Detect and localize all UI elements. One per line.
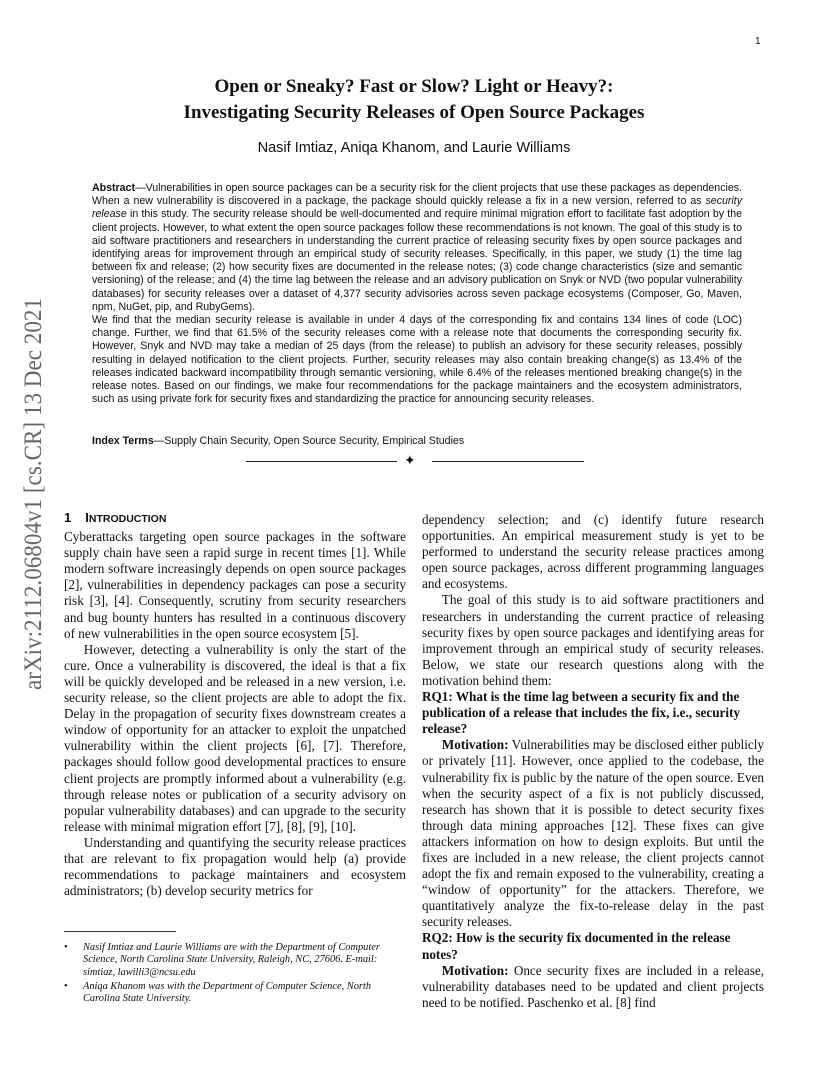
section-title-initial: I	[85, 510, 89, 525]
body-paragraph: dependency selection; and (c) identify future research opportunities. An empirical measurement study is yet to be performed to understand the security release practices among open source packages, across different programming languages and ecosystems.	[422, 512, 764, 592]
citation-link[interactable]: [7]	[323, 738, 339, 754]
citation-link[interactable]: [5]	[340, 625, 356, 641]
citation-link[interactable]: [4]	[114, 593, 130, 609]
paper-title	[0, 74, 828, 126]
research-question-1: RQ1: What is the time lag between a security fix and the publication of a release that includes the fix, i.e., security release?	[422, 689, 741, 737]
divider-ornament-icon: ✦	[404, 454, 416, 469]
citation-link[interactable]: [8]	[286, 818, 303, 834]
index-terms-text: —Supply Chain Security, Open Source Security, Empirical Studies	[153, 435, 465, 447]
section-divider	[246, 454, 584, 469]
title-line-1: Open or Sneaky? Fast or Slow? Light or Heavy?:	[214, 76, 614, 97]
intro-paragraph: Understanding and quantifying the security release practices that are relevant to fix propagation would help (a) provide recommendations to package maintainers and ecosystem administrators; (b) develop security metrics for	[64, 834, 406, 899]
footnote-item: • Nasif Imtiaz and Laurie Williams are with the Department of Computer Science, North Carolina State University, Raleigh, NC, 27606. E-mail: simtiaz, lawilli3@ncsu.edu	[64, 942, 406, 979]
motivation-paragraph: Motivation: Vulnerabilities may be disclosed either publicly or privately [11]. However, once applied to the codebase, the vulnerability fix is public by the nature of the open source. Even when the security aspect of a fix is not publicly discussed, research has shown that it is possible to detect security fixes through data mining approaches [12]. These fixes can give attackers information on how to design exploits. But until the fixes are included in a new release, the client projects cannot adopt the fix and remain exposed to the vulnerability, creating a “window of opportunity” for the attackers. Therefore, we quantitatively analyze the fix-to-release delay in the past security releases.	[422, 737, 765, 930]
page-number: 1	[755, 36, 761, 47]
citation-link[interactable]: [11]	[491, 753, 513, 769]
divider-line-left	[246, 461, 397, 462]
citation-link[interactable]: [7]	[264, 818, 281, 834]
motivation-label: Motivation:	[441, 737, 509, 753]
citation-link[interactable]: [1]	[351, 545, 367, 561]
section-heading	[64, 510, 406, 527]
motivation-paragraph: Motivation: Once security fixes are included in a release, vulnerability databases need to be updated and client projects need to be notified. Paschenko et al. [8] find	[422, 962, 764, 1010]
citation-link[interactable]: [12]	[611, 817, 634, 833]
section-title-rest: NTRODUCTION	[88, 513, 167, 525]
motivation-label: Motivation:	[441, 962, 509, 978]
divider-line-right	[432, 461, 584, 462]
abstract-findings: We find that the median security release is available in under 4 days of the corresponding fix and contains 134 lines of code (LOC) change. Further, we find that 61.5% of the security releases come with a release note that documents the corresponding security fix. However, Snyk and NVD may take a median of 25 days (from the release) to publish an advisory for these security releases, possibly resulting in delayed notification to the client projects. Further, security releases may also contain breaking change(s) as 13.4% of the releases indicated backward incompatibility through semantic versioning, while 6.4% of the releases mentioned breaking change(s) in the release notes. Based on our findings, we make four recommendations for the package maintainers and the ecosystem administrators, such as using private fork for security fixes and standardizing the practice for announcing security releases.	[92, 314, 742, 406]
abstract-text: in this study. The security release should be well-documented and require minimal migration effort to facilitate fast adoption by the client projects. However, to what extent the open source packages follow these recommendations is not known. The goal of this study is to aid software practitioners and researchers in understanding the current practice of releasing security fixes by open source packages and identifying areas for improvement through an empirical study of security releases. Specifically, in this paper, we study (1) the time lag between fix and release; (2) how security fixes are documented in the release notes; (3) code change characteristics (size and semantic versioning) of the release; and (4) the time lag between the release and an advisory publication on Snyk or NVD (two popular vulnerability databases) for security releases over a dataset of 4,377 security advisories across seven package ecosystems (Composer, Go, Maven, npm, NuGet, pip, and RubyGems).	[92, 208, 742, 313]
left-column	[64, 510, 406, 899]
right-column	[422, 512, 764, 1011]
intro-paragraph: Cyberattacks targeting open source packages in the software supply chain have seen a rapid surge in recent times [1]. While modern software increasingly depends on open source packages [2], vulnerabilities in dependency packages can pose a security risk [3], [4]. Consequently, scrutiny from security researchers and bug bounty hunters has resulted in a continuous discovery of new vulnerabilities in the open source ecosystem [5].	[64, 529, 407, 641]
abstract-label: Abstract	[92, 182, 135, 194]
abstract	[92, 182, 742, 406]
abstract-text: —Vulnerabilities in open source packages can be a security risk for the client projects that use these packages as dependencies. When a new vulnerability is discovered in a package, the package should quickly release a fix in a new version, referred to as	[92, 182, 742, 208]
arxiv-identifier	[11, 265, 55, 690]
arxiv-identifier-text: arXiv:2112.06804v1 [cs.CR] 13 Dec 2021	[20, 265, 47, 690]
citation-link[interactable]: [6]	[296, 738, 312, 754]
footnote-item: • Aniqa Khanom was with the Department of Computer Science, North Carolina State University.	[64, 981, 406, 1006]
citation-link[interactable]: [2]	[64, 577, 80, 593]
section-number: 1	[64, 510, 72, 525]
title-line-2: Investigating Security Releases of Open Source Packages	[183, 102, 645, 123]
body-paragraph: The goal of this study is to aid software practitioners and researchers in understanding the current practice of releasing security fixes by open source packages and identifying areas for improvement through an empirical study of security releases. Below, we state our research questions along with the motivation behind them:	[422, 592, 764, 688]
research-question-2: RQ2: How is the security fix documented in the release notes?	[422, 930, 731, 962]
citation-link[interactable]: [8]	[615, 994, 632, 1010]
index-terms	[92, 435, 464, 447]
index-terms-label: Index Terms	[92, 435, 154, 447]
citation-link[interactable]: [3]	[89, 593, 105, 609]
footnotes	[64, 942, 406, 1007]
arxiv-identifier-svg	[11, 265, 55, 690]
footnote-rule	[64, 931, 176, 932]
intro-paragraph: However, detecting a vulnerability is only the start of the cure. Once a vulnerability is discovered, the ideal is that a fix will be quickly developed and be released in a new version, i.e. security release, so the client projects are able to adopt the fix. Delay in the propagation of security fixes downstream creates a window of opportunity for an attacker to exploit the unpatched vulnerability within the client projects [6], [7]. Therefore, packages should follow good developmental practices to ensure client projects are promptly informed about a vulnerability (e.g. through release notes or publication of a security advisory on popular vulnerability databases) and can upgrade to the security release with minimal migration effort [7], [8], [9], [10].	[64, 641, 406, 834]
abstract-emphasis: security release	[92, 195, 742, 221]
authors: Nasif Imtiaz, Aniqa Khanom, and Laurie Williams	[257, 140, 571, 156]
citation-link[interactable]: [9]	[308, 818, 325, 834]
citation-link[interactable]: [10]	[330, 818, 353, 834]
